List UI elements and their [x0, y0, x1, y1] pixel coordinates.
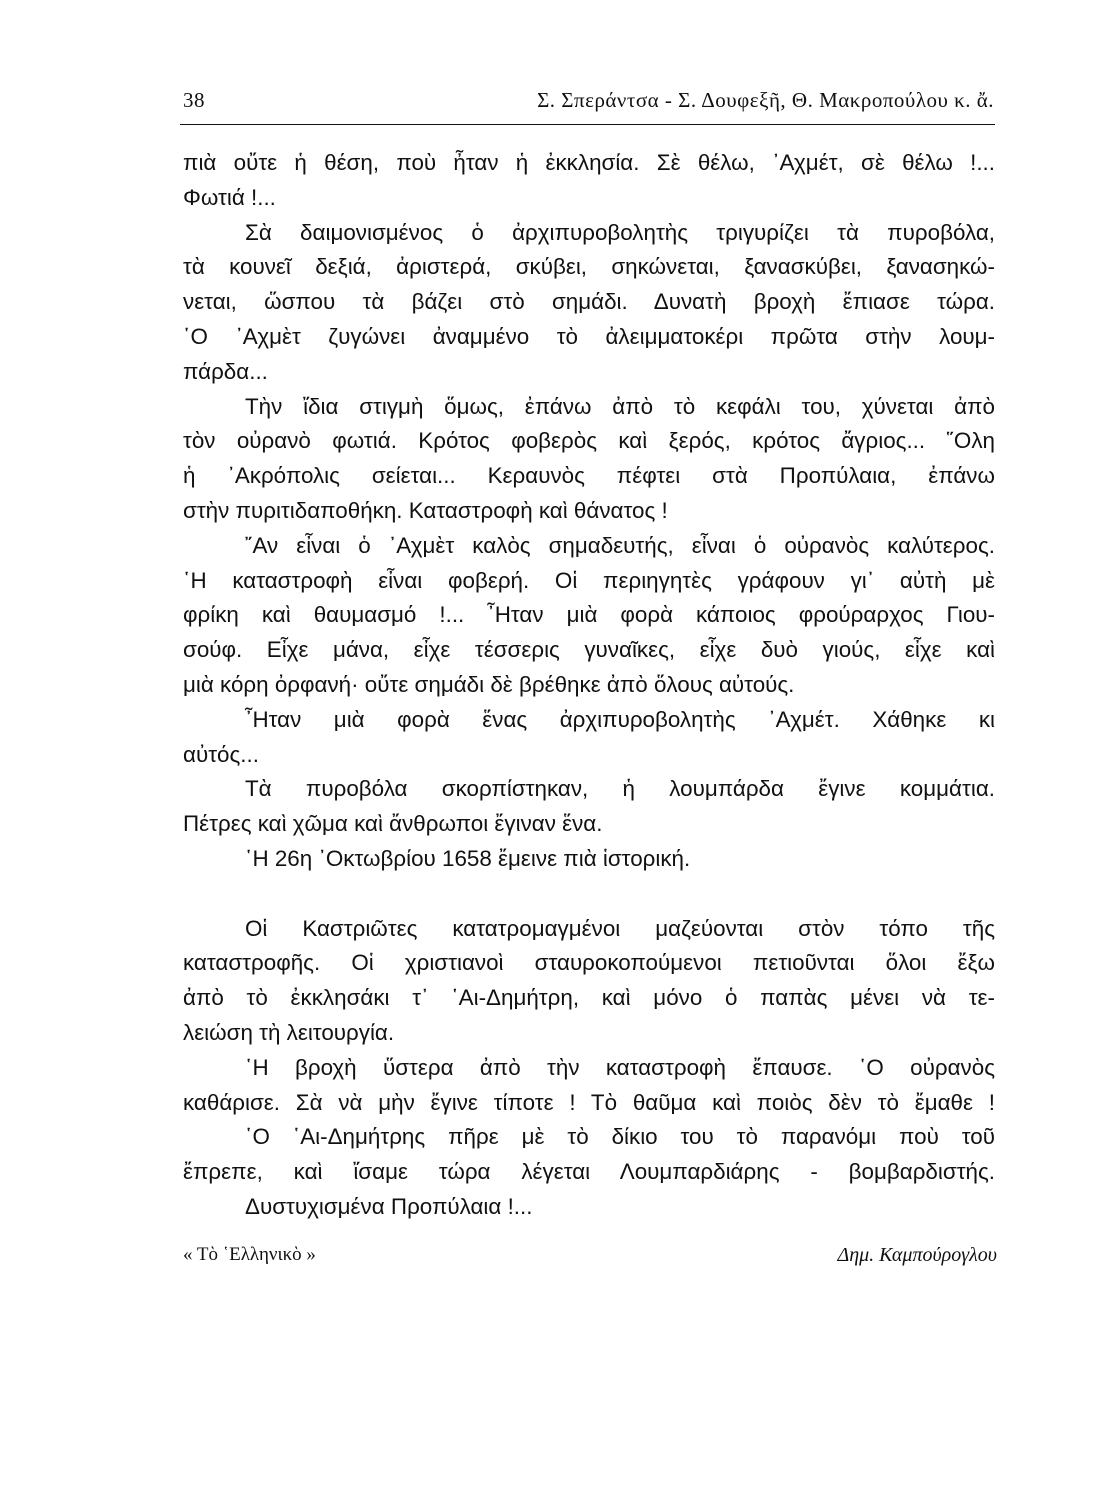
text-line: πάρδα...: [183, 358, 268, 384]
text-line: Φωτιά !...: [183, 184, 276, 210]
paragraph: [183, 842, 995, 877]
text-line: ῏Ηταν μιὰ φορὰ ἕνας ἀρχιπυροβολητὴς ᾿Αχμέτ. Χάθηκε κι: [245, 706, 995, 732]
page-number: 38: [183, 88, 205, 112]
header-divider: [180, 124, 995, 125]
text-line: Τὴν ἴδια στιγμὴ ὅμως, ἐπάνω ἀπὸ τὸ κεφάλι του, χύνεται ἀπὸ: [245, 393, 995, 419]
page-footer: [183, 1244, 997, 1276]
text-line: αὐτός...: [183, 741, 259, 767]
text-line: στὴν πυριτιδαποθήκη. Καταστροφὴ καὶ θάνατος !: [183, 497, 668, 523]
text-line: τὰ κουνεῖ δεξιά, ἀριστερά, σκύβει, σηκώνεται, ξανασκύβει, ξανασηκώ-: [183, 254, 995, 280]
section-break: [183, 877, 995, 912]
text-line: τὸν οὐρανὸ φωτιά. Κρότος φοβερὸς καὶ ξερός, κρότος ἄγριος... ῞Ολη: [183, 428, 995, 454]
text-line: Δυστυχισμένα Προπύλαια !...: [245, 1193, 533, 1219]
text-line: Σὰ δαιμονισμένος ὁ ἀρχιπυροβολητὴς τριγυρίζει τὰ πυροβόλα,: [245, 219, 995, 245]
running-head: Σ. Σπεράντσα - Σ. Δουφεξῆ, Θ. Μακροπούλου κ. ἄ.: [537, 88, 994, 112]
paragraph: [183, 772, 995, 842]
text-line: ῾Η καταστροφὴ εἶναι φοβερή. Οἱ περιηγητὲς γράφουν γι᾿ αὐτὴ μὲ: [183, 567, 995, 593]
paragraph: [183, 703, 995, 773]
paragraph: [183, 912, 995, 1051]
paragraph: [183, 1190, 995, 1225]
text-line: Οἱ Καστριῶτες κατατρομαγμένοι μαζεύονται στὸν τόπο τῆς: [245, 915, 995, 941]
paragraph: [183, 529, 995, 703]
text-line: ἀπὸ τὸ ἐκκλησάκι τ᾿ ῾Αι-Δημήτρη, καὶ μόνο ὁ παπὰς μένει νὰ τε-: [183, 985, 995, 1011]
text-line: ῾Η βροχὴ ὕστερα ἀπὸ τὴν καταστροφὴ ἔπαυσε. ῾Ο οὐρανὸς: [245, 1054, 995, 1080]
paragraph: [183, 1051, 995, 1121]
paragraph: [183, 216, 995, 390]
paragraph: [183, 390, 995, 529]
text-line: λειώση τὴ λειτουργία.: [183, 1019, 395, 1045]
text-line: ῎Αν εἶναι ὁ ᾿Αχμὲτ καλὸς σημαδευτής, εἶναι ὁ οὐρανὸς καλύτερος.: [245, 532, 995, 558]
paragraph: [183, 1120, 995, 1190]
text-line: Τὰ πυροβόλα σκορπίστηκαν, ἡ λουμπάρδα ἔγινε κομμάτια.: [245, 776, 995, 802]
text-line: ῾Ο ᾿Αχμὲτ ζυγώνει ἀναμμένο τὸ ἀλειμματοκέρι πρῶτα στὴν λουμ-: [183, 323, 995, 349]
source-citation: « Τὸ ῾Ελληνικὸ »: [183, 1244, 316, 1265]
paragraph: [183, 146, 995, 216]
text-line: Πέτρες καὶ χῶμα καὶ ἄνθρωποι ἔγιναν ἕνα.: [183, 811, 603, 837]
text-line: μιὰ κόρη ὀρφανή· οὔτε σημάδι δὲ βρέθηκε ἀπὸ ὅλους αὐτούς.: [183, 671, 795, 697]
text-line: νεται, ὥσπου τὰ βάζει στὸ σημάδι. Δυνατὴ βροχὴ ἔπιασε τώρα.: [183, 289, 995, 315]
page-header: [183, 88, 994, 120]
text-line: πιὰ οὔτε ἡ θέση, ποὺ ἦταν ἡ ἐκκλησία. Σὲ θέλω, ᾿Αχμέτ, σὲ θέλω !...: [183, 150, 995, 175]
text-line: ῾Η 26η ᾿Οκτωβρίου 1658 ἔμεινε πιὰ ἱστορική.: [245, 845, 691, 871]
text-line: ῾Ο ῾Αι-Δημήτρης πῆρε μὲ τὸ δίκιο του τὸ παρανόμι ποὺ τοῦ: [245, 1124, 995, 1150]
text-line: ἡ ᾿Ακρόπολις σείεται... Κεραυνὸς πέφτει στὰ Προπύλαια, ἐπάνω: [183, 463, 995, 489]
author-signature: Δημ. Καμπούρογλου: [837, 1244, 997, 1266]
text-line: καταστροφῆς. Οἱ χριστιανοὶ σταυροκοπούμενοι πετιοῦνται ὅλοι ἔξω: [183, 950, 995, 976]
body-text: [183, 146, 995, 1225]
text-line: σούφ. Εἶχε μάνα, εἶχε τέσσερις γυναῖκες, εἶχε δυὸ γιούς, εἶχε καὶ: [183, 637, 995, 663]
text-line: ἔπρεπε, καὶ ἴσαμε τώρα λέγεται Λουμπαρδιάρης - βομβαρδιστής.: [183, 1159, 995, 1185]
text-line: φρίκη καὶ θαυμασμό !... ῏Ηταν μιὰ φορὰ κάποιος φρούραρχος Γιου-: [183, 602, 995, 628]
text-line: καθάρισε. Σὰ νὰ μὴν ἔγινε τίποτε ! Τὸ θαῦμα καὶ ποιὸς δὲν τὸ ἔμαθε !: [183, 1089, 995, 1115]
